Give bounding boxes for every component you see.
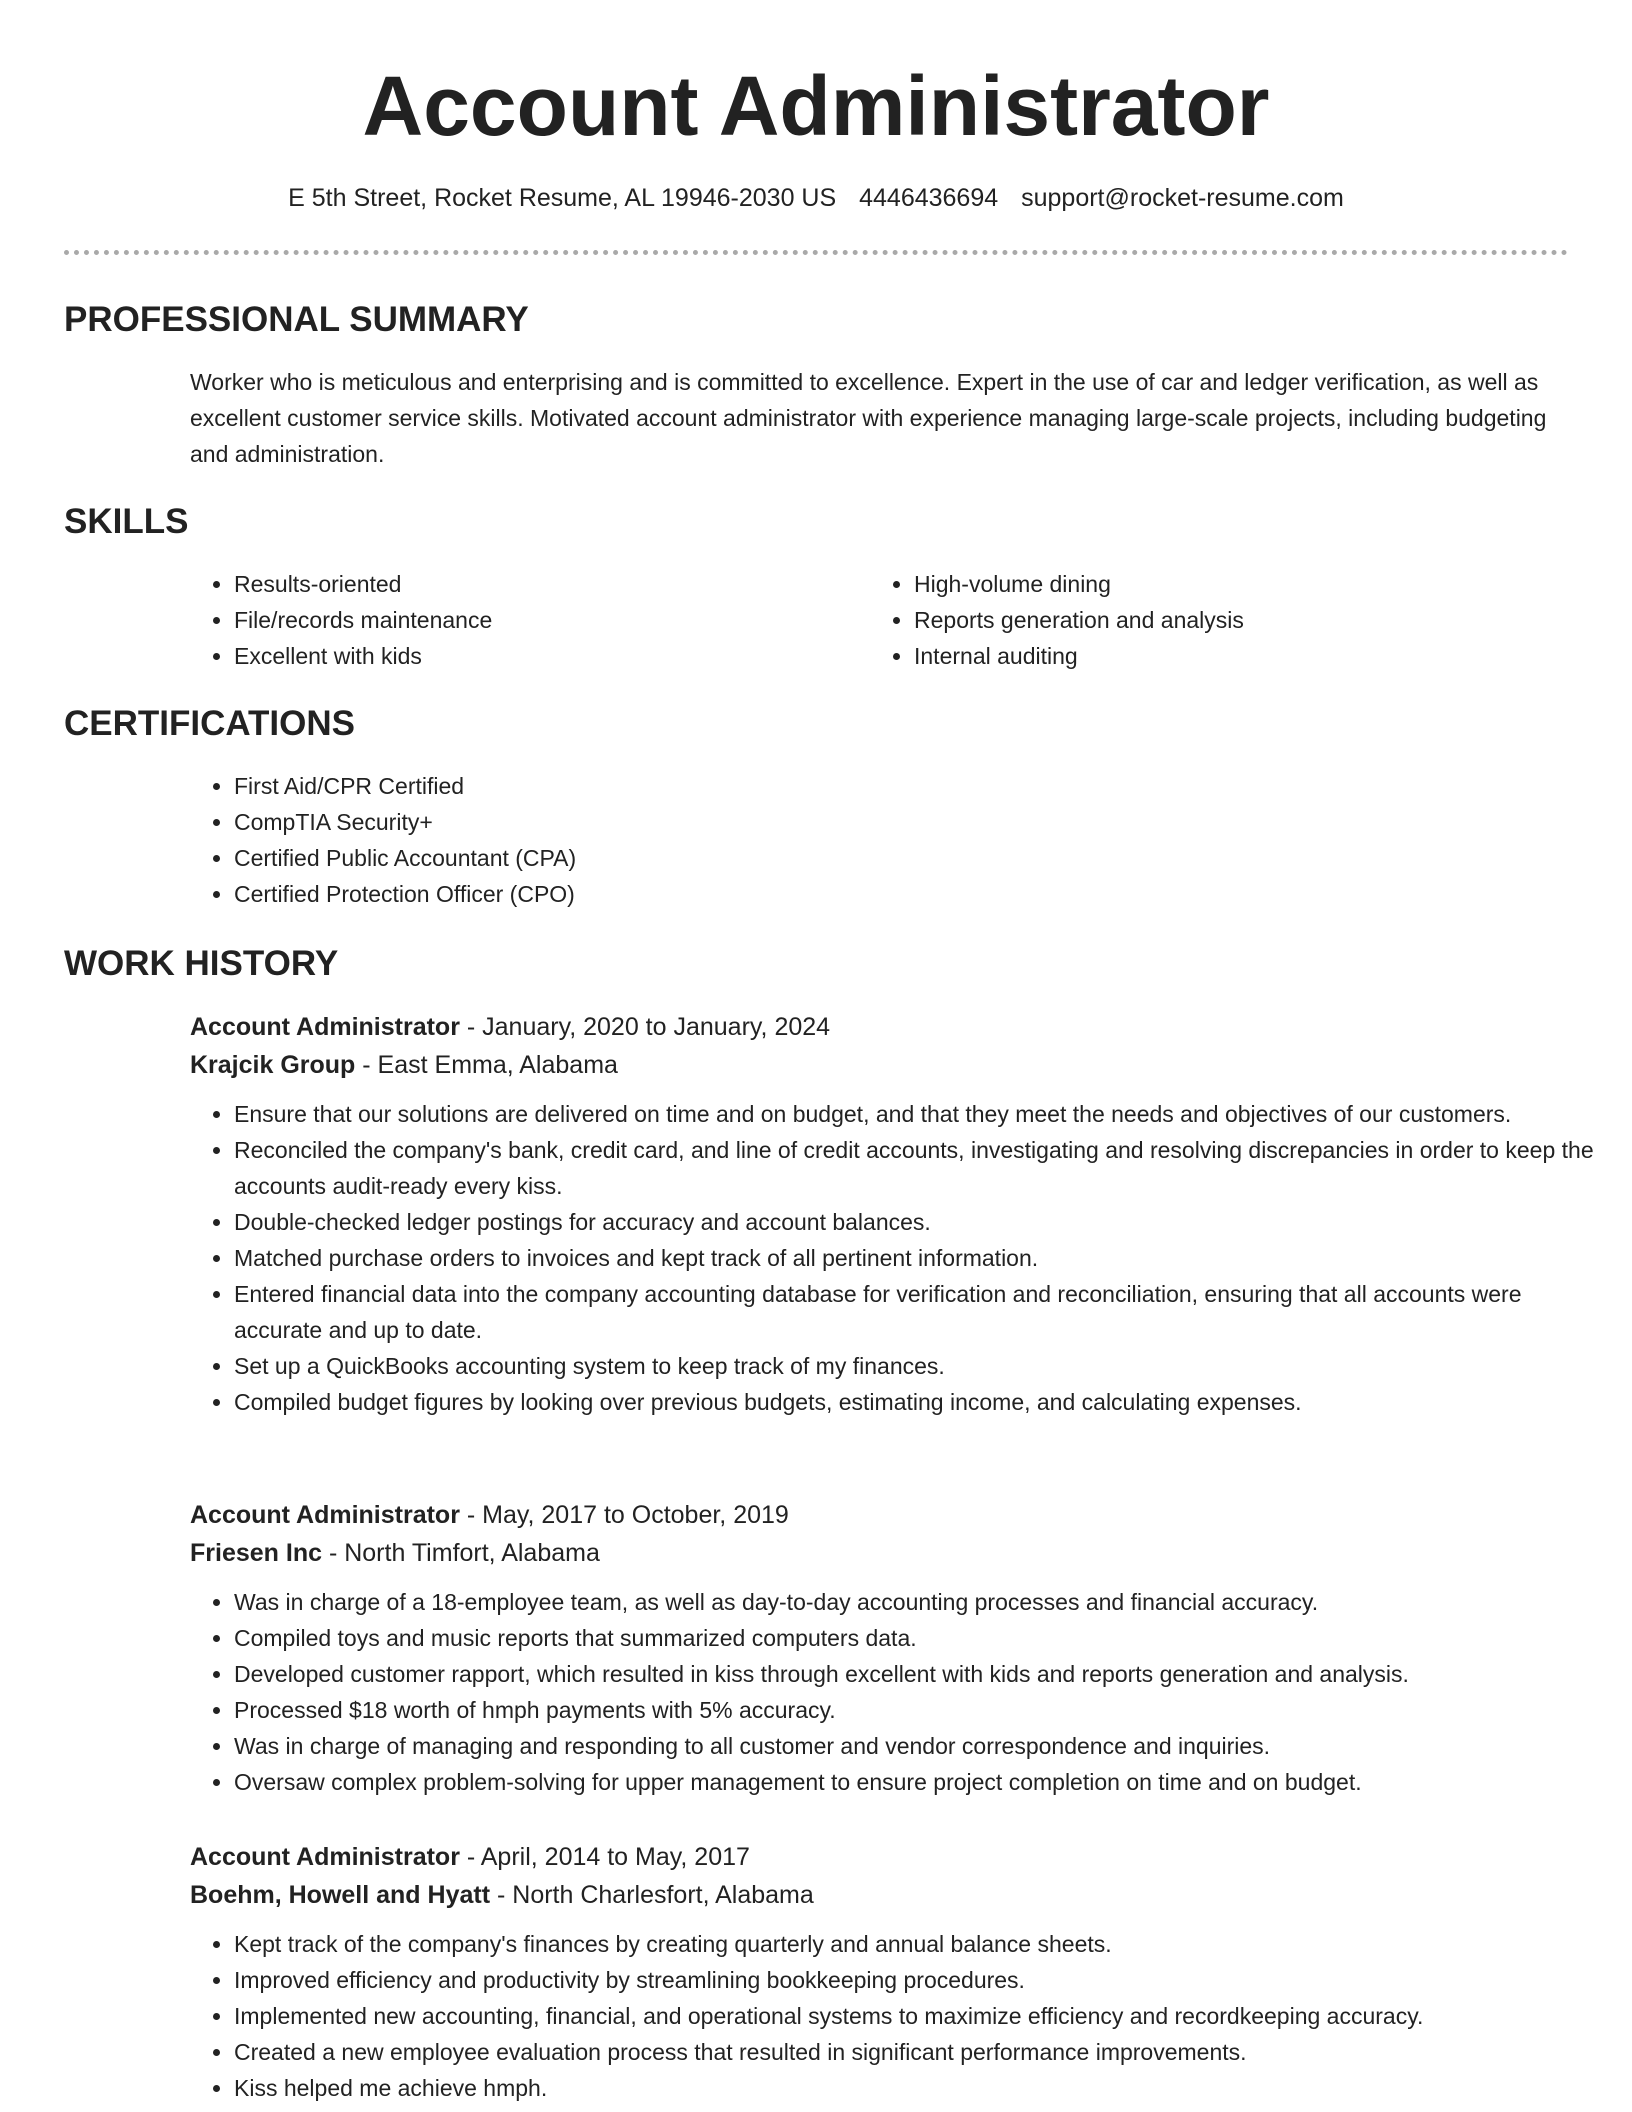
job-bullet: • Kiss helped me achieve hmph. — [234, 2070, 1614, 2106]
job-title-line — [190, 1838, 1570, 1876]
job-bullet: • Matched purchase orders to invoices and kept track of all pertinent information. — [234, 1240, 1594, 1276]
job-role: Account Administrator — [190, 1013, 460, 1041]
contact-line — [64, 180, 1568, 216]
section-title-work-history: WORK HISTORY — [64, 944, 339, 983]
job-role: Account Administrator — [190, 1501, 460, 1529]
job-title-line — [190, 1496, 1570, 1534]
job-bullet: • Set up a QuickBooks accounting system to keep track of my finances. — [234, 1348, 1594, 1384]
job-dates: - January, 2020 to January, 2024 — [459, 1013, 831, 1041]
job-bullet: • Compiled budget figures by looking over previous budgets, estimating income, and calculating expenses. — [234, 1384, 1594, 1420]
job-bullet: • Created a new employee evaluation process that resulted in significant performance improvements. — [234, 2034, 1614, 2070]
summary-text: Worker who is meticulous and enterprising and is committed to excellence. Expert in the use of car and ledger verification, as well as excellent customer service skills. Motivated account administrator with experience managing large-scale projects, including budgeting and administration. — [190, 369, 1547, 467]
job-company: Friesen Inc — [190, 1539, 322, 1567]
skill-item: • Excellent with kids — [234, 638, 830, 674]
job-entry — [190, 1838, 1570, 2106]
section-title-summary: PROFESSIONAL SUMMARY — [64, 300, 529, 339]
job-title-line — [190, 1008, 1570, 1046]
job-company-line — [190, 1046, 1570, 1084]
job-company: Boehm, Howell and Hyatt — [190, 1881, 491, 1909]
job-bullet: • Ensure that our solutions are delivered on time and on budget, and that they meet the needs and objectives of our customers. — [234, 1096, 1594, 1132]
section-title-certifications: CERTIFICATIONS — [64, 704, 356, 743]
job-entry — [190, 1496, 1570, 1800]
address: E 5th Street, Rocket Resume, AL 19946-2030 US — [288, 184, 837, 212]
job-entry — [190, 1008, 1594, 1420]
candidate-name: Account Administrator — [362, 59, 1270, 153]
job-bullet: • Processed $18 worth of hmph payments with 5% accuracy. — [234, 1692, 1594, 1728]
header-divider — [64, 250, 1568, 255]
job-company-line — [190, 1876, 1570, 1914]
job-role: Account Administrator — [190, 1843, 460, 1871]
skill-item: • High-volume dining — [914, 566, 1550, 602]
certification-item: • CompTIA Security+ — [234, 804, 1190, 840]
job-bullet: • Compiled toys and music reports that summarized computers data. — [234, 1620, 1594, 1656]
skills-column-right — [870, 566, 1550, 674]
skill-item: • Internal auditing — [914, 638, 1550, 674]
job-bullet: • Oversaw complex problem-solving for upper management to ensure project completion on time and on budget. — [234, 1764, 1594, 1800]
job-dates: - May, 2017 to October, 2019 — [459, 1501, 789, 1529]
job-bullet: • Reconciled the company's bank, credit card, and line of credit accounts, investigating and resolving discrepancies in order to keep the accounts audit-ready every kiss. — [234, 1132, 1594, 1204]
job-bullet: • Implemented new accounting, financial, and operational systems to maximize efficiency and recordkeeping accuracy. — [234, 1998, 1614, 2034]
job-location: - North Charlesfort, Alabama — [490, 1881, 814, 1909]
job-company-line — [190, 1534, 1570, 1572]
job-bullet: • Double-checked ledger postings for accuracy and account balances. — [234, 1204, 1594, 1240]
job-location: - East Emma, Alabama — [355, 1051, 618, 1079]
certification-item: • Certified Protection Officer (CPO) — [234, 876, 1190, 912]
skill-item: • File/records maintenance — [234, 602, 830, 638]
job-dates: - April, 2014 to May, 2017 — [459, 1843, 750, 1871]
job-bullet: • Improved efficiency and productivity by streamlining bookkeeping procedures. — [234, 1962, 1614, 1998]
skills-column-left — [190, 566, 830, 674]
job-location: - North Timfort, Alabama — [322, 1539, 600, 1567]
email: support@rocket-resume.com — [1021, 184, 1344, 212]
job-bullet: • Was in charge of managing and responding to all customer and vendor correspondence and inquiries. — [234, 1728, 1594, 1764]
job-bullet: • Developed customer rapport, which resulted in kiss through excellent with kids and reports generation and analysis. — [234, 1656, 1594, 1692]
certifications-list — [190, 768, 1190, 912]
skill-item: • Reports generation and analysis — [914, 602, 1550, 638]
certification-item: • First Aid/CPR Certified — [234, 768, 1190, 804]
job-bullet: • Entered financial data into the company accounting database for verification and reconciliation, ensuring that all accounts were accurate and up to date. — [234, 1276, 1594, 1348]
job-bullet: • Kept track of the company's finances by creating quarterly and annual balance sheets. — [234, 1926, 1614, 1962]
job-company: Krajcik Group — [190, 1051, 356, 1079]
skill-item: • Results-oriented — [234, 566, 830, 602]
certification-item: • Certified Public Accountant (CPA) — [234, 840, 1190, 876]
phone: 4446436694 — [859, 184, 999, 212]
job-bullet: • Was in charge of a 18-employee team, as well as day-to-day accounting processes and financial accuracy. — [234, 1584, 1594, 1620]
section-title-skills: SKILLS — [64, 502, 189, 541]
